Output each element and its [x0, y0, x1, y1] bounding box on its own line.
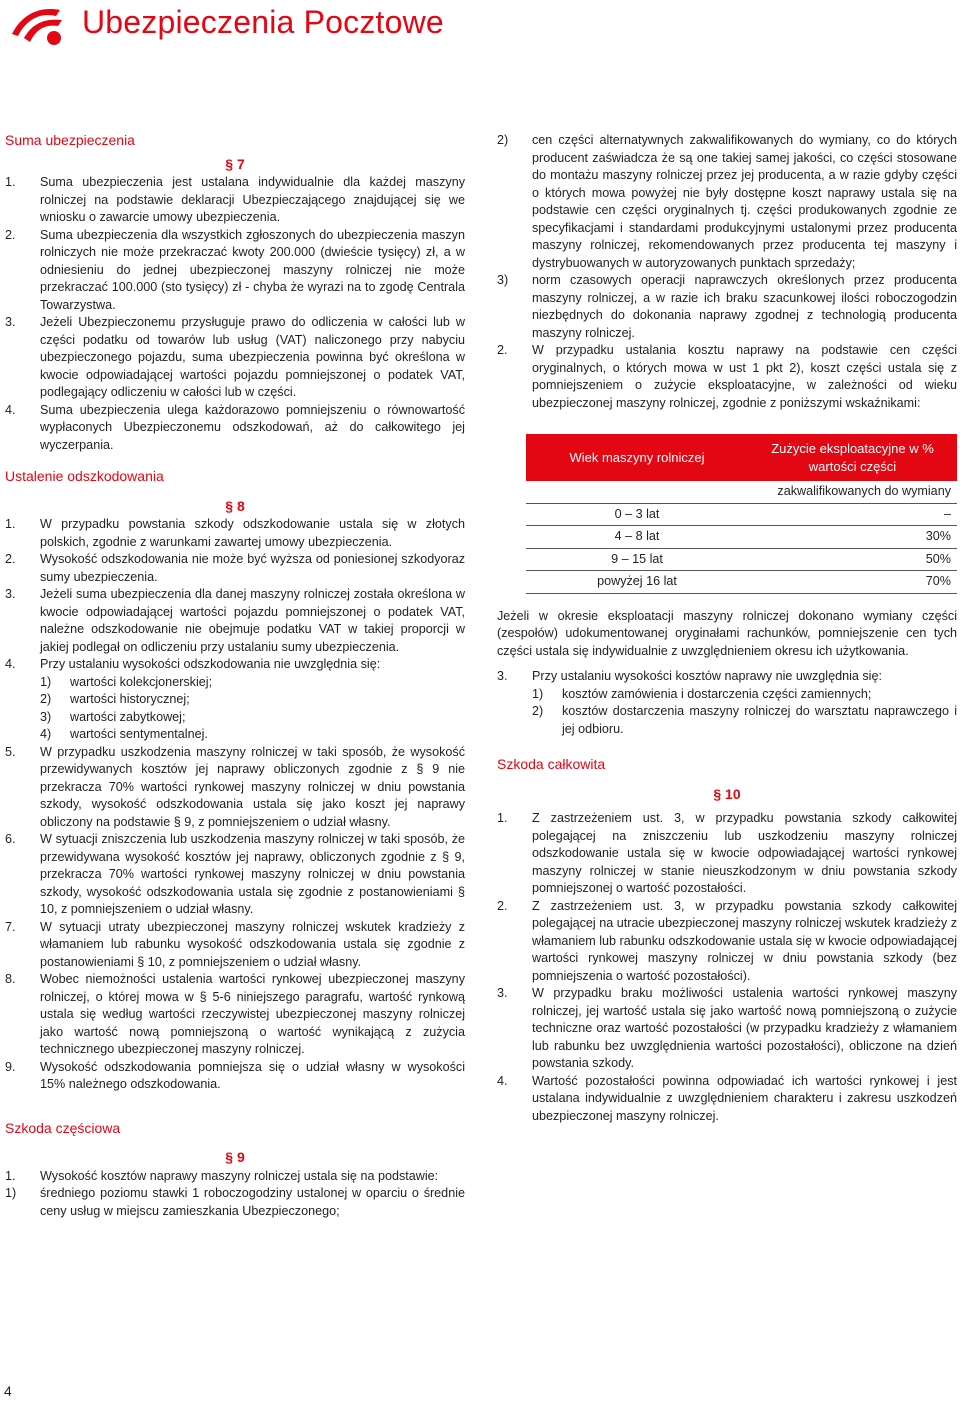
- section-title-ustalenie-odszkodowania: Ustalenie odszkodowania: [5, 468, 164, 484]
- item-number: 1.: [497, 811, 508, 825]
- paragraph-7-heading: § 7: [225, 155, 245, 172]
- item-text: Wartość pozostałości powinna odpowiadać ich wartości rynkowej i jest ustalana indywidualnie z uwzględnieniem charakteru i zakresu uszkodzeń ubezpieczonej maszyny rolniczej.: [532, 1073, 957, 1123]
- item-text: cen części alternatywnych zakwalifikowanych do wymiany, co do których producent zaświadcza że są one takiej samej jakości, co części stosowane do montażu maszyny rolniczej przez jej producenta, a w razie gdyby części o których mowa powyżej nie były dostępne koszt naprawy ustala się na podstawie cen części oryginalnych tj. części produkowanych zgodnie ze specyfikacjami i standardami produkcyjnymi ustalonymi przez producenta maszyny rolniczej, rekomendowanych przez producenta tej maszyny i dystrybuowanych w autoryzowanych punktach sprzedaży;: [532, 133, 957, 270]
- page-number: 4: [4, 1383, 12, 1399]
- table-row: [526, 526, 957, 549]
- table-cell-age: 9 – 15 lat: [526, 548, 748, 571]
- list-item: [497, 810, 957, 898]
- item-number: 3): [40, 709, 52, 724]
- table-cell-age: 4 – 8 lat: [526, 526, 748, 549]
- list-item: 8. Wobec niemożności ustalenia wartości rynkowej ubezpieczonej maszyny rolniczej, o której mowa w § 5-6 niniejszego paragrafu, wartość rynkową ustala się według wartości rzeczywistej ubezpieczonej maszyny rolniczej jako wartość nową pomniejszoną o wartość wynikającą z zużycia technicznego ubezpieczonej maszyny rolniczej.: [5, 972, 465, 1056]
- item-number: 1): [40, 674, 52, 689]
- list-item: [5, 227, 465, 315]
- table-cell-wear: 30%: [748, 526, 957, 549]
- item-text: wartości kolekcjonerskiej;: [70, 674, 213, 689]
- left-column: [5, 132, 465, 1220]
- list-item: 7. W sytuacji utraty ubezpieczonej maszyny rolniczej wskutek kradzieży z włamaniem lub rabunku wysokość odszkodowania ustala się zgodnie z postanowieniami § 10, z pomniejszeniem o udział własny.: [5, 919, 465, 969]
- paragraph-9-heading: § 9: [225, 1149, 245, 1165]
- after-table-text: Jeżeli w okresie eksploatacji maszyny rolniczej dokonano wymiany części (zespołów) udokumentowanej oryginałami rachunków, pomniejszenie cen tych części ustala się indywidualnie z uwzględnieniem okresu ich użytkowania.: [497, 608, 957, 658]
- header: [0, 0, 960, 60]
- item-text: kosztów zamówienia i dostarczenia części zamiennych;: [562, 686, 872, 701]
- item-number: 2.: [5, 227, 16, 242]
- sub-list-item: [532, 703, 957, 738]
- item-number: 1): [532, 686, 544, 701]
- list-item: 1. W przypadku powstania szkody odszkodowanie ustala się w złotych polskich, zgodnie z warunkami zawartej umowy ubezpieczenia.: [5, 517, 465, 549]
- list-item: 6. W sytuacji zniszczenia lub uszkodzenia maszyny rolniczej w taki sposób, że przewidywana wysokość kosztów jej naprawy, obliczonych zgodnie z § 9, przekracza 70% wartości rynkowej maszyny rolniczej w dniu powstania szkody, wysokość odszkodowania ustala się zgodnie z postanowieniami § 10, z pomniejszeniem o udział własny.: [5, 832, 465, 916]
- item-number: 4.: [497, 1073, 508, 1088]
- table-cell-wear: –: [748, 503, 957, 526]
- section-title-suma-ubezpieczenia: Suma ubezpieczenia: [5, 132, 135, 148]
- section-title-szkoda-calkowita: Szkoda całkowita: [497, 756, 606, 772]
- table-row: [526, 503, 957, 526]
- sub-list-item: [497, 272, 957, 342]
- ubezpieczenia-pocztowe-logo-icon: [10, 4, 68, 48]
- item-number: 4): [40, 727, 52, 741]
- paragraph-7-list: [5, 174, 465, 454]
- sub-list-item: [497, 132, 957, 272]
- item-number: 1.: [5, 175, 16, 189]
- continued-sub-list: [497, 132, 957, 342]
- paragraph-10-list: [497, 810, 957, 1125]
- right-column: [497, 132, 957, 1125]
- table-header-age: Wiek maszyny rolniczej: [526, 434, 748, 481]
- item-text: wartości sentymentalnej.: [70, 727, 208, 741]
- brand-name: Ubezpieczenia Pocztowe: [82, 4, 444, 40]
- sub-list-item: 1) średniego poziomu stawki 1 roboczogodziny ustalonej w oparciu o średnie ceny usług w miejscu zamieszkania Ubezpieczonego;: [5, 1186, 465, 1218]
- wear-table-body: [526, 503, 957, 593]
- table-cell-wear: 50%: [748, 548, 957, 571]
- item-text: Suma ubezpieczenia jest ustalana indywidualnie dla każdej maszyny rolniczej na podstawie deklaracji Ubezpieczającego znajdującej się we wniosku o zawarcie umowy ubezpieczenia.: [40, 175, 465, 224]
- list-item: [497, 1073, 957, 1126]
- list-item: 2. Wysokość odszkodowania nie może być wyższa od poniesionej szkodyoraz sumy ubezpieczenia.: [5, 552, 465, 584]
- list-item: 1. Wysokość kosztów naprawy maszyny rolniczej ustala się na podstawie: 1) średniego poziomu stawki 1 roboczogodziny ustalonej w oparciu o średnie ceny usług w miejscu zamieszkania Ubezpieczonego;: [5, 1168, 465, 1221]
- item-text: W przypadku braku możliwości ustalenia wartości rynkowej maszyny rolniczej, jej wartość ustala się jako wartość nową pomniejszoną o zużycie techniczne oraz wartość pozostałości (w przypadku kradzieży z włamaniem lub rabunku bez uwzględnienia wartości pozostałości), obliczone na dzień powstania szkody.: [532, 986, 957, 1070]
- section-title-szkoda-czesciowa: Szkoda częściowa: [5, 1119, 121, 1136]
- table-subheader-wear: zakwalifikowanych do wymiany: [748, 481, 957, 503]
- item-number: 4.: [5, 402, 16, 417]
- list-item: [497, 985, 957, 1073]
- table-cell-wear: 70%: [748, 571, 957, 594]
- paragraph-10-heading: § 10: [713, 785, 741, 802]
- item-number: 2): [497, 133, 509, 147]
- wear-table: [526, 434, 957, 594]
- sub-list-item: [40, 709, 465, 727]
- item-text: Jeżeli Ubezpieczonemu przysługuje prawo do odliczenia w całości lub w części podatku od towarów lub usług (VAT) naliczonego przy nabyciu ubezpieczonego pojazdu, suma ubezpieczenia powinna być określona w kwocie odpowiadającej wartości pojazdu pomniejszonej o podatek VAT, podlegający odliczeniu w całości lub w części.: [40, 315, 465, 399]
- list-item: 5. W przypadku uszkodzenia maszyny rolniczej w taki sposób, że wysokość przewidywanych kosztów jej naprawy obliczonych zgodnie z § 9 nie przekracza 70% wartości rynkowej maszyny rolniczej w dniu powstania szkody, wysokość odszkodowania ustala się jako koszt jej naprawy obliczony na podstawie § 9, z pomniejszeniem o udział własny.: [5, 744, 465, 829]
- item-number: 2.: [497, 898, 508, 913]
- sub-list: [532, 686, 957, 739]
- sub-list-item: [40, 726, 465, 744]
- list-item: [5, 174, 465, 227]
- item-text: Suma ubezpieczenia ulega każdorazowo pomniejszeniu o równowartość wypłaconych Ubezpieczonemu odszkodowań, aż do całkowitego jej wyczerpania.: [40, 402, 465, 452]
- item-number: 2): [40, 692, 52, 706]
- item-text: Suma ubezpieczenia dla wszystkich zgłoszonych do ubezpieczenia maszyn rolniczych nie może przekraczać kwoty 200.000 (dwieście tysięcy) zł, a w odniesieniu do jednej ubezpieczonej maszyny rolniczej nie może przekraczać 100.000 (sto tysięcy) zł - chyba że wyrazi na to zgodę Centrala Towarzystwa.: [40, 227, 465, 312]
- item-number: 3): [497, 273, 509, 287]
- item-number: 2): [532, 704, 544, 718]
- list-item: 4. Przy ustalaniu wysokości odszkodowania nie uwzględnia się: 1) wartości kolekcjonerskiej; 2) wartości historycznej; 3) wartości zabytkowej; 4) wartości sentymentalnej.: [5, 656, 465, 744]
- table-cell: [526, 481, 748, 503]
- item-number: 3.: [497, 986, 508, 1000]
- sub-list-item: [40, 674, 465, 692]
- list-item: 2. W przypadku ustalania kosztu naprawy na podstawie cen części oryginalnych, o których mowa w ust 1 pkt 2), koszt części ustala się z pomniejszeniem o zużycie eksploatacyjne, w zależności od wieku ubezpieczonej maszyny rolniczej, zgodnie z poniższymi wskaźnikami:: [497, 343, 957, 410]
- paragraph-8-heading: § 8: [225, 497, 245, 514]
- table-row: [526, 548, 957, 571]
- table-cell-age: powyżej 16 lat: [526, 571, 748, 594]
- sub-list-item: [40, 691, 465, 709]
- list-item: 9. Wysokość odszkodowania pomniejsza się o udział własny w wysokości 15% należnego odszkodowania.: [5, 1059, 465, 1091]
- list-item: 3. Jeżeli suma ubezpieczenia dla danej maszyny rolniczej została określona w kwocie odpowiadającej wartości pojazdu pomniejszonej o podatek VAT, należne odszkodowanie nie obejmuje podatku VAT w takiej proporcji w jakiej podlegał on odliczeniu przy ustalaniu sumy ubezpieczenia.: [5, 587, 465, 654]
- item-number: 3.: [5, 315, 16, 329]
- table-header-wear: Zużycie eksploatacyjne w % wartości części: [748, 434, 957, 481]
- item-text: norm czasowych operacji naprawczych określonych przez producenta maszyny rolniczej, a w razie ich braku szacunkowej ilości roboczogodzin niezbędnych do dokonania naprawy zgodnej z technologią producenta maszyny rolniczej.: [532, 273, 957, 340]
- item-text: Z zastrzeżeniem ust. 3, w przypadku powstania szkody całkowitej polegającej na utracie ubezpieczonej maszyny rolniczej wskutek kradzieży z włamaniem lub rabunku odszkodowanie ustala się w kwocie odpowiadającej wartości rynkowej maszyny rolniczej w dniu powstania szkody (bez pomniejszenia o wartość pozostałości).: [532, 898, 957, 983]
- wear-table-wrapper: [526, 434, 957, 594]
- list-item: 3. Przy ustalaniu wysokości kosztów naprawy nie uwzględnia się: 1) kosztów zamówienia i dostarczenia części zamiennych; 2) kosztów dostarczenia maszyny rolniczej do warsztatu naprawczego i jej odbioru.: [497, 668, 957, 738]
- sub-list: [40, 674, 465, 744]
- item-text: kosztów dostarczenia maszyny rolniczej do warsztatu naprawczego i jej odbioru.: [562, 704, 957, 736]
- list-item: [497, 898, 957, 986]
- table-row: [526, 571, 957, 594]
- sub-list-item: [532, 686, 957, 704]
- list-item: [5, 402, 465, 455]
- list-item: [5, 314, 465, 402]
- item-text: Z zastrzeżeniem ust. 3, w przypadku powstania szkody całkowitej polegającej na zniszczeniu lub uszkodzeniu maszyny rolniczej odszkodowanie ustala się w kwocie odpowiadającej wartości rynkowej maszyny rolniczej w stanie nieuszkodzonym w dniu powstania szkody pomniejszonej o wartość pozostałości.: [532, 811, 957, 895]
- item-text: wartości zabytkowej;: [70, 709, 186, 724]
- item-text: wartości historycznej;: [70, 692, 190, 706]
- table-cell-age: 0 – 3 lat: [526, 503, 748, 526]
